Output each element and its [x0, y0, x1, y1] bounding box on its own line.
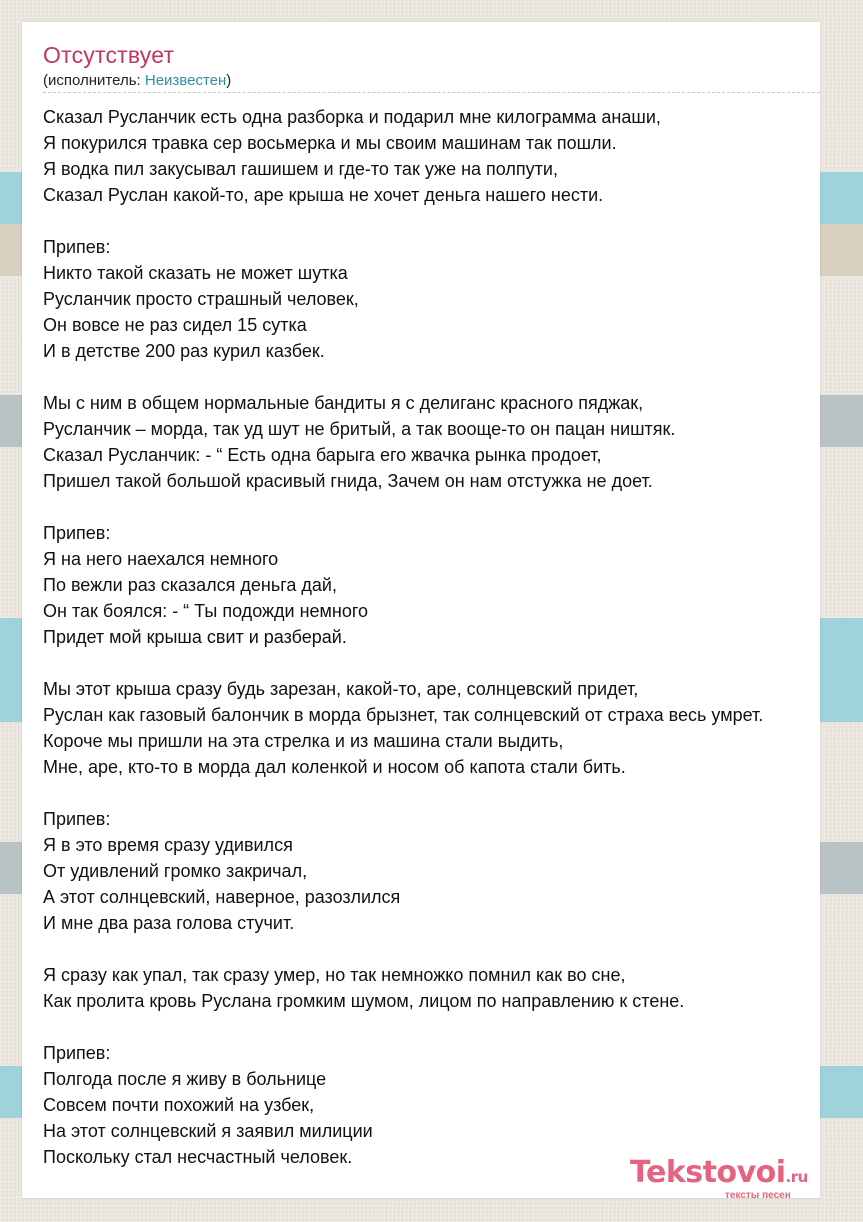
lyrics-text — [43, 104, 863, 1170]
lyrics-line: От удивлений громко закричал, — [43, 861, 308, 881]
lyrics-blank-line — [43, 936, 863, 962]
artist-suffix: ) — [226, 72, 232, 89]
lyrics-line: Поскольку стал несчастный человек. — [43, 1147, 353, 1167]
logo-tld: .ru — [785, 1168, 808, 1186]
lyrics-line: На этот солнцевский я заявил милиции — [43, 1121, 373, 1141]
lyrics-line: По вежли раз сказался деньга дай, — [43, 575, 337, 595]
lyrics-line: Мне, аре, кто-то в морда дал коленкой и носом об капота стали бить. — [43, 757, 626, 777]
lyrics-blank-line — [43, 780, 863, 806]
song-title: Отсутствует — [43, 42, 175, 68]
artist-link[interactable]: Неизвестен — [144, 72, 227, 89]
lyrics-line: Припев: — [43, 1043, 111, 1063]
lyrics-line: Припев: — [43, 237, 111, 257]
lyrics-line: Совсем почти похожий на узбек, — [43, 1095, 315, 1115]
lyrics-line: Руслан как газовый балончик в морда брызнет, так солнцевский от страха весь умрет. — [43, 705, 764, 725]
lyrics-line: Русланчик просто страшный человек, — [43, 289, 359, 309]
artist-prefix: (исполнитель: — [43, 72, 145, 89]
artist-line — [43, 72, 231, 89]
lyrics-line: Русланчик – морда, так уд шут не бритый, а так вооще-то он пацан ништяк. — [43, 419, 676, 439]
lyrics-line: Мы с ним в общем нормальные бандиты я с делиганс красного пяджак, — [43, 393, 644, 413]
lyrics-line: Пришел такой большой красивый гнида, Зачем он нам отстужка не доет. — [43, 471, 653, 491]
lyrics-blank-line — [43, 494, 863, 520]
logo-tagline: тексты песен — [725, 1190, 791, 1201]
lyrics-line: Придет мой крыша свит и разберай. — [43, 627, 347, 647]
lyrics-line: Сказал Руслан какой-то, аре крыша не хочет деньга нашего нести. — [43, 185, 604, 205]
lyrics-line: Как пролита кровь Руслана громким шумом, лицом по направлению к стене. — [43, 991, 685, 1011]
lyrics-line: Сказал Русланчик: - “ Есть одна барыга его жвачка рынка продоет, — [43, 445, 602, 465]
lyrics-line: Я покурился травка сер восьмерка и мы своим машинам так пошли. — [43, 133, 617, 153]
lyrics-line: Я на него наехался немного — [43, 549, 279, 569]
lyrics-line: И мне два раза голова стучит. — [43, 913, 295, 933]
lyrics-card — [22, 22, 820, 1201]
lyrics-line: Я сразу как упал, так сразу умер, но так немножко помнил как во сне, — [43, 965, 626, 985]
lyrics-line: Мы этот крыша сразу будь зарезан, какой-то, аре, солнцевский придет, — [43, 679, 639, 699]
lyrics-line: Короче мы пришли на эта стрелка и из машина стали выдить, — [43, 731, 564, 751]
lyrics-blank-line — [43, 1014, 863, 1040]
lyrics-blank-line — [43, 364, 863, 390]
lyrics-blank-line — [43, 650, 863, 676]
lyrics-line: Я водка пил закусывал гашишем и где-то так уже на полпути, — [43, 159, 558, 179]
lyrics-line: Сказал Русланчик есть одна разборка и подарил мне килограмма анаши, — [43, 107, 661, 127]
lyrics-line: И в детстве 200 раз курил казбек. — [43, 341, 325, 361]
lyrics-line: Никто такой сказать не может шутка — [43, 263, 348, 283]
lyrics-line: Он вовсе не раз сидел 15 сутка — [43, 315, 307, 335]
lyrics-line: А этот солнцевский, наверное, разозлился — [43, 887, 401, 907]
lyrics-line: Припев: — [43, 523, 111, 543]
lyrics-line: Он так боялся: - “ Ты подожди немного — [43, 601, 369, 621]
lyrics-line: Припев: — [43, 809, 111, 829]
lyrics-line: Я в это время сразу удивился — [43, 835, 293, 855]
logo-name: Tekstovoi — [630, 1155, 786, 1190]
title-divider — [43, 92, 820, 93]
site-logo[interactable] — [630, 1155, 808, 1190]
lyrics-blank-line — [43, 208, 863, 234]
lyrics-line: Полгода после я живу в больнице — [43, 1069, 327, 1089]
